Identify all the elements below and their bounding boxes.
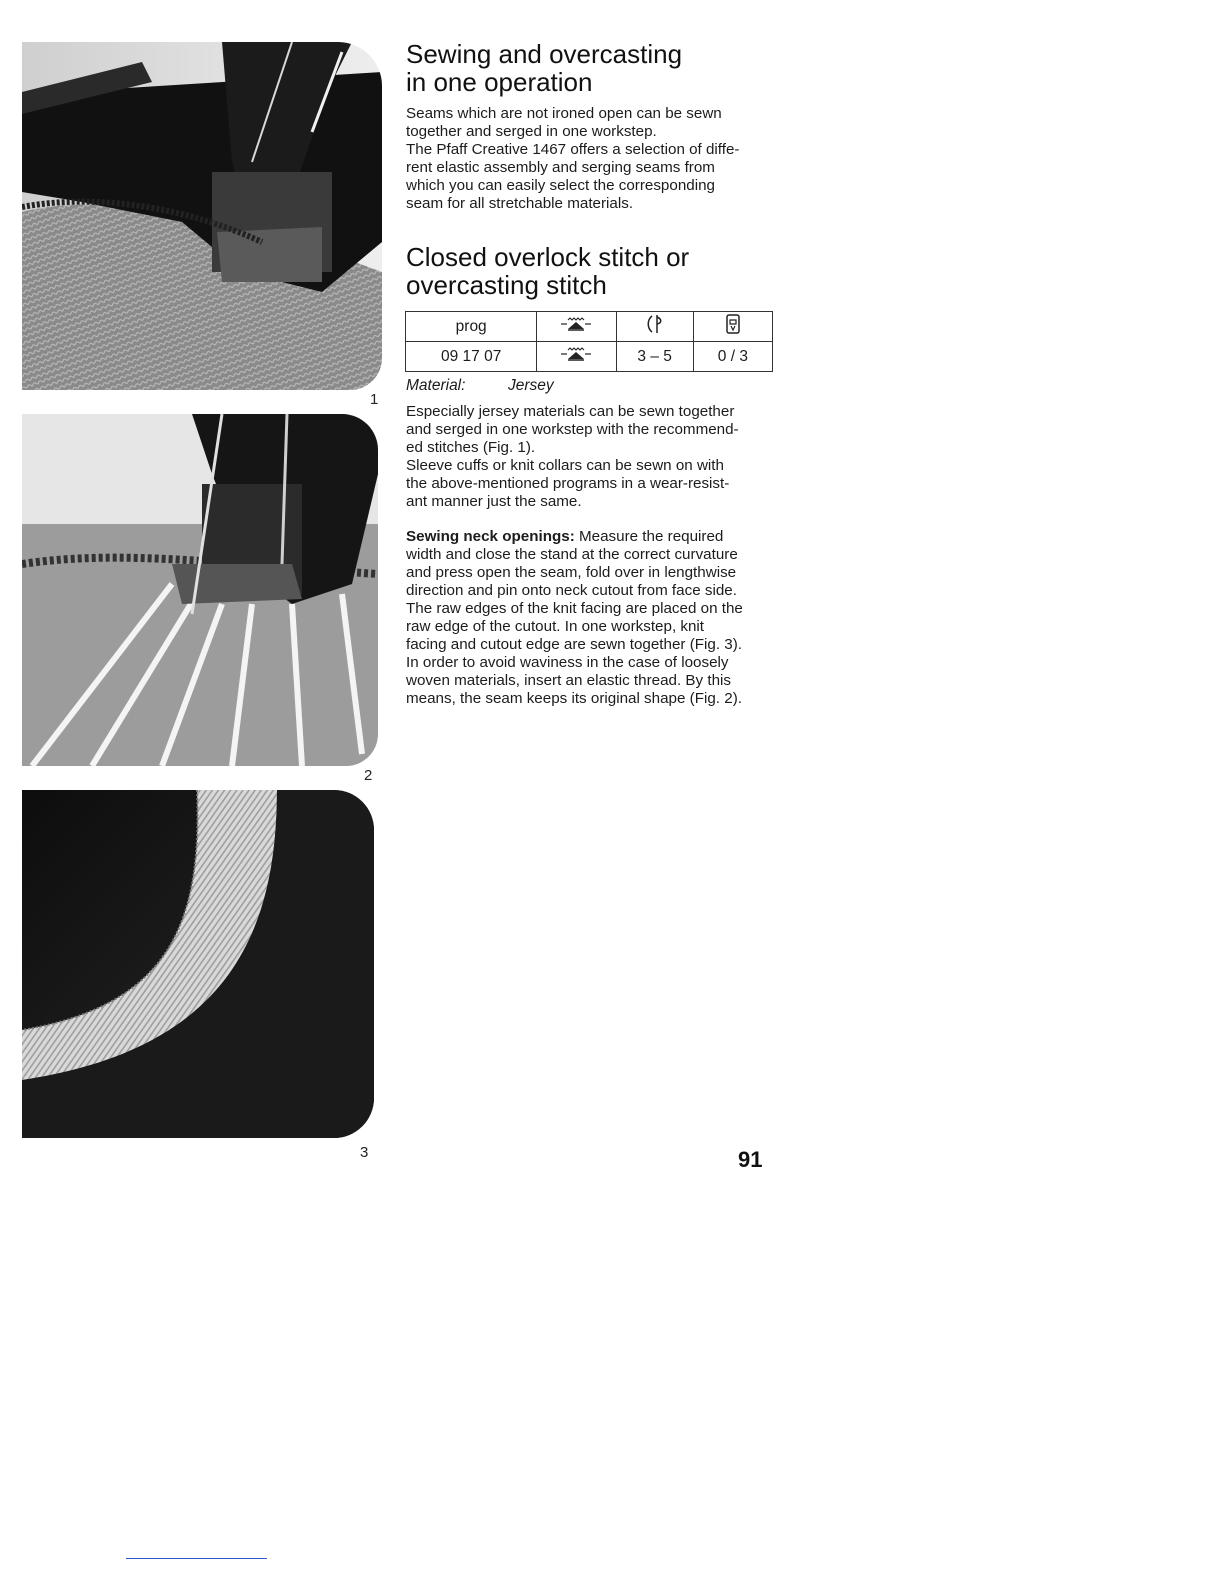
figure-2-number: 2 bbox=[364, 767, 373, 784]
overlock-stitch-icon bbox=[559, 346, 593, 362]
stitch-width-icon bbox=[646, 313, 664, 335]
stitch-settings-table bbox=[405, 311, 773, 372]
settings-header-row bbox=[406, 312, 773, 342]
text-line: raw edge of the cutout. In one workstep, knit bbox=[406, 618, 705, 635]
jersey-paragraph bbox=[406, 403, 778, 511]
figure-2-photo bbox=[22, 414, 378, 766]
figure-3-number: 3 bbox=[360, 1144, 369, 1161]
text-line: woven materials, insert an elastic thread. By this bbox=[406, 672, 731, 689]
neck-openings-heading: Sewing neck openings: bbox=[406, 528, 575, 545]
figure-1-photo bbox=[22, 42, 382, 390]
title-line: in one operation bbox=[406, 67, 593, 97]
section-1-title bbox=[406, 40, 778, 96]
section-2-title bbox=[406, 243, 778, 299]
text-line: direction and pin onto neck cutout from face side. bbox=[406, 582, 737, 599]
text-line: ant manner just the same. bbox=[406, 493, 582, 510]
text-line: and serged in one workstep with the recommend- bbox=[406, 421, 739, 438]
footer-rule bbox=[126, 1558, 267, 1559]
intro-paragraph bbox=[406, 105, 778, 213]
text-line: The raw edges of the knit facing are placed on the bbox=[406, 600, 743, 617]
text-line: The Pfaff Creative 1467 offers a selection of diffe- bbox=[406, 141, 740, 158]
text-line: In order to avoid waviness in the case of loosely bbox=[406, 654, 729, 671]
presser-foot-icon bbox=[725, 313, 741, 335]
text-line: facing and cutout edge are sewn together (Fig. 3). bbox=[406, 636, 743, 653]
text-line: together and serged in one workstep. bbox=[406, 123, 657, 140]
prog-header: prog bbox=[406, 312, 537, 342]
material-value: Jersey bbox=[508, 377, 554, 394]
presser-foot-value: 0 / 3 bbox=[693, 342, 772, 372]
prog-value: 09 17 07 bbox=[406, 342, 537, 372]
settings-value-row bbox=[406, 342, 773, 372]
text-line: rent elastic assembly and serging seams from bbox=[406, 159, 715, 176]
text-line: which you can easily select the corresponding bbox=[406, 177, 715, 194]
text-line: seam for all stretchable materials. bbox=[406, 195, 634, 212]
text-line: Seams which are not ironed open can be sewn bbox=[406, 105, 722, 122]
text-line: the above-mentioned programs in a wear-resist- bbox=[406, 475, 730, 492]
title-line: overcasting stitch bbox=[406, 270, 607, 300]
text-line: Measure the required bbox=[574, 528, 724, 545]
page-number: 91 bbox=[738, 1147, 763, 1172]
title-line: Sewing and overcasting bbox=[406, 39, 683, 69]
overlock-stitch-icon bbox=[559, 316, 593, 332]
text-line: ed stitches (Fig. 1). bbox=[406, 439, 536, 456]
figure-3-photo bbox=[22, 790, 374, 1138]
text-line: and press open the seam, fold over in lengthwise bbox=[406, 564, 737, 581]
text-line: width and close the stand at the correct curvature bbox=[406, 546, 738, 563]
neck-openings-paragraph bbox=[406, 528, 778, 708]
text-line: Sleeve cuffs or knit collars can be sewn on with bbox=[406, 457, 724, 474]
figure-1-number: 1 bbox=[370, 391, 379, 408]
material-label: Material: bbox=[406, 377, 466, 394]
stitch-width-value: 3 – 5 bbox=[616, 342, 693, 372]
text-line: Especially jersey materials can be sewn together bbox=[406, 403, 735, 420]
material-line bbox=[406, 377, 778, 395]
text-line: means, the seam keeps its original shape (Fig. 2). bbox=[406, 690, 742, 707]
title-line: Closed overlock stitch or bbox=[406, 242, 690, 272]
